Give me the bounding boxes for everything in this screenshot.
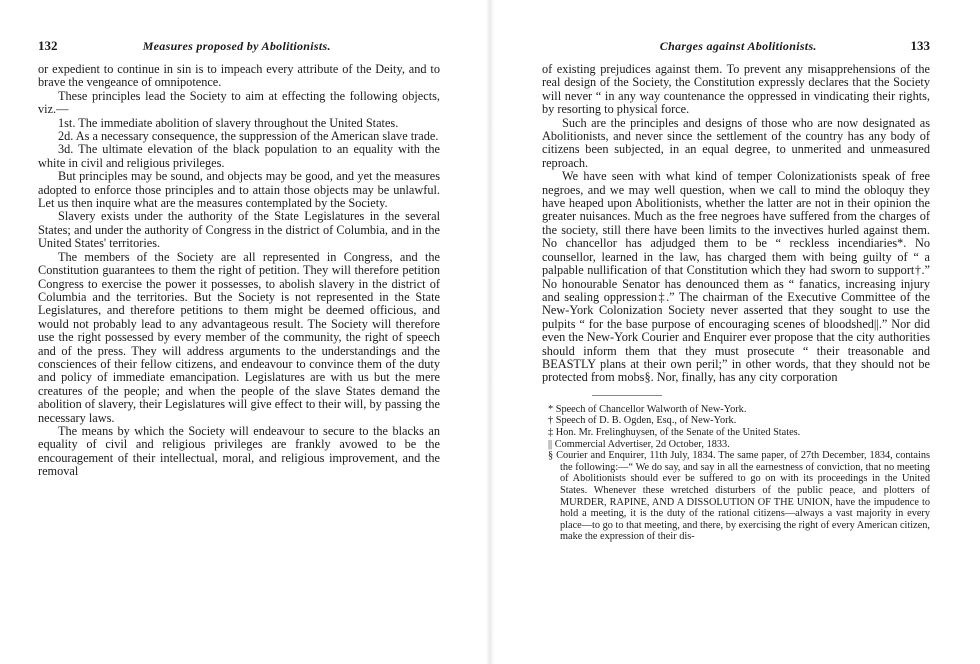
left-running-title: Measures proposed by Abolitionists. (142, 39, 331, 53)
left-page-number: 132 (38, 38, 58, 53)
paragraph: These principles lead the Society to aim at effecting the following objects, viz.— (38, 88, 440, 117)
footnote: ‡ Hon. Mr. Frelinghuysen, of the Senate of the United States. (548, 426, 801, 438)
paragraph: The members of the Society are all represented in Congress, and the Constitution guarantees to them the right of petition. They will therefore petition Congress to exercise the power it possesses, to abolish slavery in the district of Columbia and the territories. But the Society is not represented in the State Legislatures, and therefore petitions to them might be deemed officious, and would not probably lead to any advantageous result. The Society will therefore use the right possessed by every member of the community, the right of speech and of the press. They will address arguments to the understandings and the consciences of their fellow citizens, and endeavour to convince them of the duty and policy of immediate emancipation. Legislatures are with us but the mere creatures of the people; and when the people of the slave States demand the abolition of slavery, their Legislatures will give effect to their will, by passing the necessary laws. (38, 249, 440, 425)
right-body-text (542, 63, 930, 385)
paragraph: But principles may be sound, and objects may be good, and yet the measures adopted to enforce those principles and to attain those objects may be unlawful. Let us then inquire what are the measures contemplated by the Society. (38, 169, 440, 211)
paragraph: Slavery exists under the authority of the State Legislatures in the several States; and under the authority of Congress in the district of Columbia, and in the United States' territories. (38, 209, 440, 251)
right-page (490, 0, 980, 664)
paragraph: or expedient to continue in sin is to impeach every attribute of the Deity, and to brave the vengeance of omnipotence. (38, 62, 440, 90)
right-page-number: 133 (910, 38, 930, 53)
left-body-text (38, 63, 440, 479)
paragraph: of existing prejudices against them. To prevent any misapprehensions of the real design of the Society, the Constitution expressly declares that the Society will never “ in any way countenance the oppressed in vindicating their rights, by resorting to physical force. (542, 62, 930, 117)
right-running-head (542, 38, 930, 54)
paragraph: We have seen with what kind of temper Colonizationists speak of free negroes, and we may well question, when we call to mind the obloquy they have heaped upon Abolitionists, whether the latter are not in their opinion the greater nuisances. Much as the free negroes have suffered from the charges of the society, still there have been limits to the invectives hurled against them. No chancellor has adjudged them to be “ reckless incendiaries*. No counsellor, learned in the law, has charged them with being guilty of “ a palpable nullification of that Constitution which they had sworn to support†.” No honourable Senator has denounced them as “ fanatics, increasing injury and sealing oppression‡.” The chairman of the Executive Committee of the New-York Colonization Society never asserted that they sought to use the pulpits “ for the base purpose of encouraging scenes of bloodshed||.” Nor did even the New-York Courier and Enquirer ever propose that the city authorities should inform them that they must prosecute “ their treasonable and BEASTLY plans at their own peril;” in other words, that they should not be protected from mobs§. Nor, finally, has any city corporation (542, 169, 930, 385)
right-running-title: Charges against Abolitionists. (659, 39, 817, 53)
footnote: || Commercial Advertiser, 2d October, 1833. (548, 438, 730, 450)
footnote: § Courier and Enquirer, 11th July, 1834. The same paper, of 27th December, 1834, contains the following:—“ We do say, and say in all the earnestness of conviction, that no meeting of Abolitionists should ever be suffered to go on with its proceedings in the United States. Whenever these wretched disturbers of the public peace, and plotters of MURDER, RAPINE, AND A DISSOLUTION OF THE UNION, have the impudence to hold a meeting, it is the duty of the rational citizens—always a vast majority in every place—to go to that meeting, and there, by exercising the right of every American citizen, make the expression of their dis- (548, 450, 930, 543)
paragraph: 3d. The ultimate elevation of the black population to an equality with the white in civil and religious privileges. (38, 142, 440, 170)
left-running-head (38, 38, 440, 54)
footnote: * Speech of Chancellor Walworth of New-York. (548, 403, 747, 415)
paragraph: Such are the principles and designs of those who are now designated as Abolitionists, and never since the settlement of the country has any body of citizens been subjected, in an equal degree, to unmerited and unmeasured reproach. (542, 115, 930, 170)
footnote: † Speech of D. B. Ogden, Esq., of New-York. (548, 415, 737, 427)
footnotes (542, 404, 930, 543)
footnote-rule (592, 395, 662, 396)
paragraph: The means by which the Society will endeavour to secure to the blacks an equality of civil and religious privileges are frankly avowed to be the encouragement of their intellectual, moral, and religious improvement, and the removal (38, 423, 440, 479)
paragraph: 1st. The immediate abolition of slavery throughout the United States. (58, 115, 399, 130)
paragraph: 2d. As a necessary consequence, the suppression of the American slave trade. (58, 129, 439, 144)
